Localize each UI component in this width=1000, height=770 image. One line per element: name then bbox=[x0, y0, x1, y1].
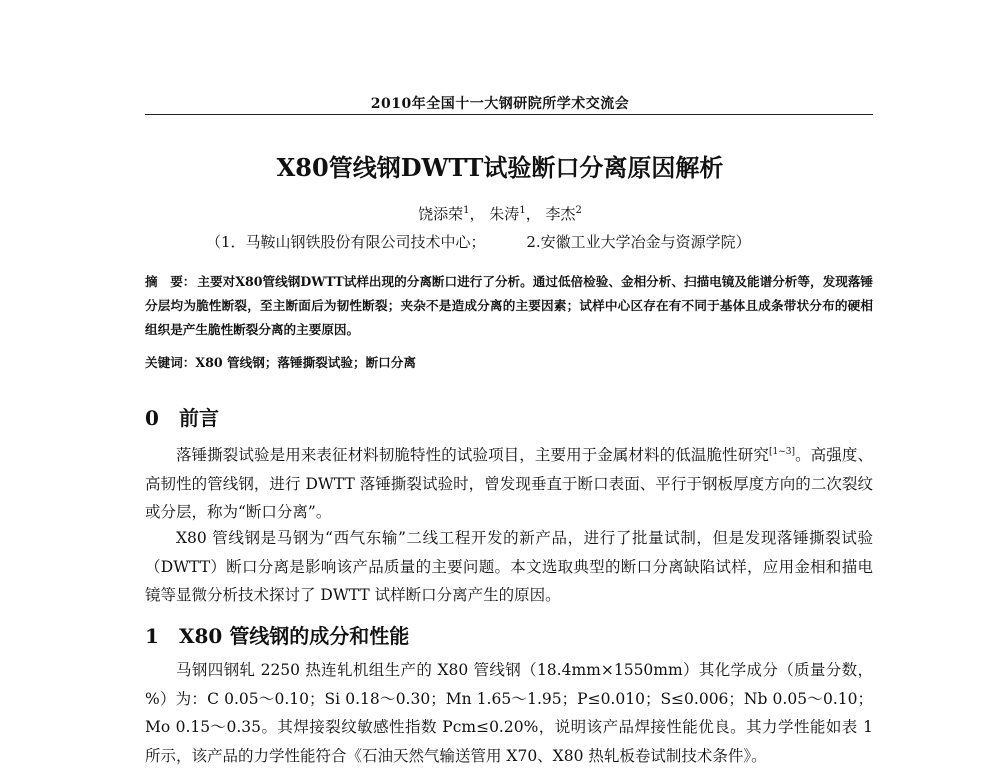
affiliation-2: 2.安徽工业大学冶金与资源学院） bbox=[526, 233, 751, 251]
affiliation-1: （1．马鞍山钢铁股份有限公司技术中心； bbox=[206, 233, 486, 251]
author-list bbox=[0, 203, 1000, 224]
keywords-text: X80 管线钢；落锤撕裂试验；断口分离 bbox=[195, 355, 416, 370]
section-number: 1 bbox=[145, 624, 159, 648]
paragraph-text: 马钢四钢轧 2250 热连轧机组生产的 X80 管线钢（18.4mm×1550mm）其化学成分（质量分数，%）为：C 0.05～0.10；Si 0.18～0.30；Mn 1.65～1.95；P≤0.010；S≤0.006；Nb 0.05～0.10；Mo 0.15～0.35。其焊接裂纹敏感性指数 Pcm≤0.20%，说明该产品焊接性能优良。其力学性能如表 1 所示，该产品的力学性能符合《石油天然气输送管用 X70、X80 热轧板卷试制技术条件》。 bbox=[145, 661, 873, 765]
section0-paragraph-2 bbox=[145, 524, 873, 610]
keywords-label: 关键词： bbox=[145, 355, 196, 370]
section-heading-0 bbox=[145, 402, 219, 431]
author-separator: ， bbox=[525, 205, 541, 223]
author-name: 饶添荣 bbox=[418, 205, 464, 223]
author-affil-mark: 1 bbox=[463, 205, 470, 216]
affiliations bbox=[206, 231, 826, 252]
abstract bbox=[145, 270, 873, 342]
section-title: 前言 bbox=[179, 406, 219, 430]
paragraph-text: 。高强度、高韧性的管线钢，进行 DWTT 落锤撕裂试验时，曾发现垂直于断口表面、平行于钢板厚度方向的二次裂纹或分层，称为“断口分离”。 bbox=[145, 446, 873, 522]
abstract-text: 主要对X80管线钢DWTT试样出现的分离断口进行了分析。通过低倍检验、金相分析、扫描电镜及能谱分析等，发现落锤分层均为脆性断裂，至主断面后为韧性断裂；夹杂不是造成分离的主要因素；试样中心区存在有不同于基体且成条带状分布的硬相组织是产生脆性断裂分离的主要原因。 bbox=[145, 274, 874, 337]
citation: [1~3] bbox=[768, 447, 795, 457]
abstract-label: 摘 要： bbox=[145, 274, 196, 289]
author-name: 朱涛 bbox=[489, 205, 520, 223]
author-affil-mark: 2 bbox=[575, 205, 582, 216]
section-number: 0 bbox=[145, 406, 159, 430]
header-rule bbox=[145, 114, 873, 115]
section-title: X80 管线钢的成分和性能 bbox=[179, 624, 410, 648]
author-affil-mark: 1 bbox=[519, 205, 526, 216]
section1-paragraph-1 bbox=[145, 656, 873, 770]
section-heading-1 bbox=[145, 620, 409, 649]
author-separator: ， bbox=[469, 205, 485, 223]
paragraph-text: 落锤撕裂试验是用来表征材料韧脆特性的试验项目，主要用于金属材料的低温脆性研究 bbox=[176, 446, 769, 465]
keywords bbox=[145, 352, 873, 371]
author-name: 李杰 bbox=[545, 205, 576, 223]
running-header: 2010年全国十一大钢研院所学术交流会 bbox=[370, 96, 630, 112]
section0-paragraph-1 bbox=[145, 438, 873, 527]
paper-title: X80管线钢DWTT试验断口分离原因解析 bbox=[276, 153, 724, 182]
paragraph-text: X80 管线钢是马钢为“西气东输”二线工程开发的新产品，进行了批量试制，但是发现落锤撕裂试验（DWTT）断口分离是影响该产品质量的主要问题。本文选取典型的断口分离缺陷试样，应用金相和描电镜等显微分析技术探讨了 DWTT 试样断口分离产生的原因。 bbox=[145, 529, 873, 604]
